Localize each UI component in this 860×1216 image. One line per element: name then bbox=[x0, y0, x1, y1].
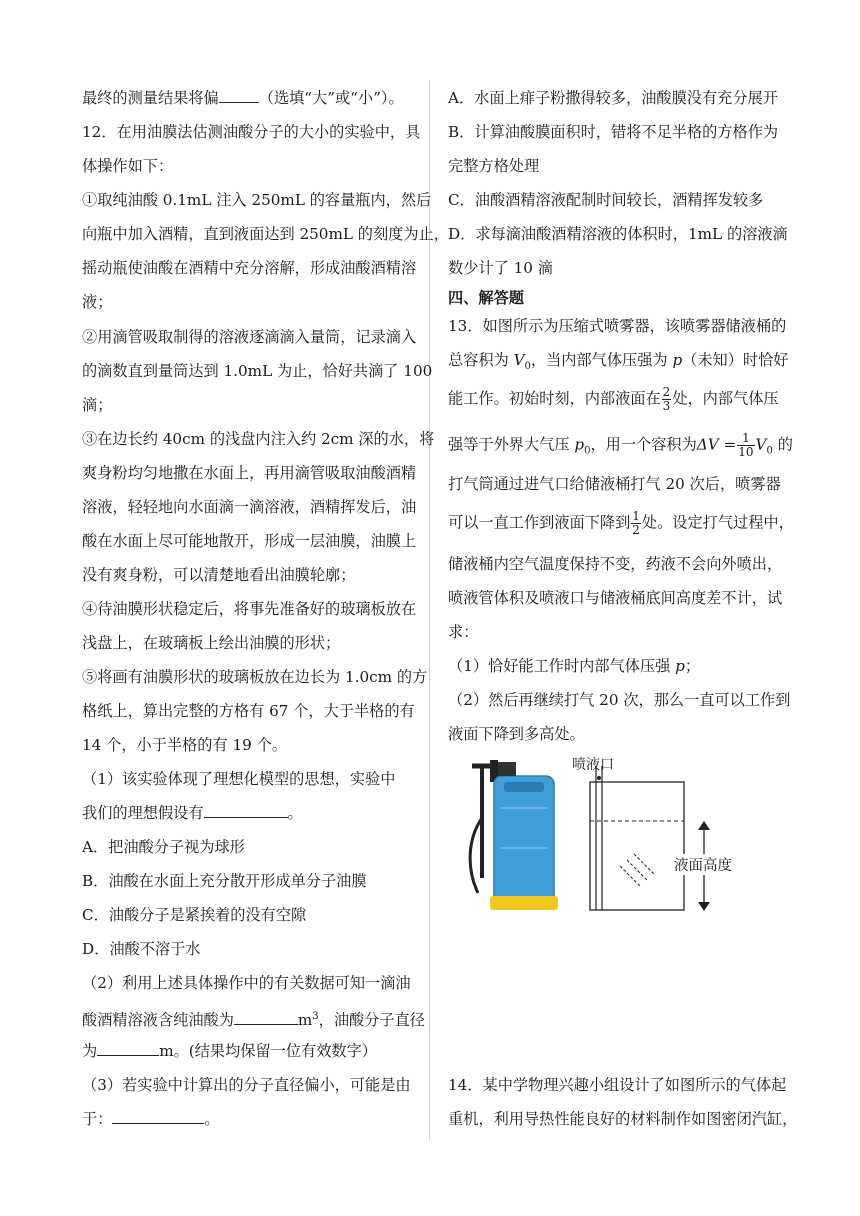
sub-question-3: （3）若实验中计算出的分子直径偏小，可能是由 bbox=[82, 1076, 411, 1094]
text-line: 能工作。初始时刻，内部液面在 $\frac{2}{3}$ 处，内部气体压 bbox=[448, 385, 779, 413]
text-line: 溶液，轻轻地向水面滴一滴溶液，酒精挥发后，油 bbox=[82, 498, 417, 516]
text-line: 数少计了 10 滴 bbox=[448, 259, 553, 277]
text-line: 液面下降到多高处。 bbox=[448, 725, 585, 743]
option-a: A．把油酸分子视为球形 bbox=[82, 838, 245, 856]
sub-question-1: （1）恰好能工作时内部气体压强 p； bbox=[448, 657, 701, 675]
option-a: A．水面上痱子粉撒得较多，油酸膜没有充分展开 bbox=[448, 89, 778, 107]
text-line: 酸在水面上尽可能地散开，形成一层油膜，油膜上 bbox=[82, 532, 417, 550]
sprayer-photo bbox=[470, 760, 558, 910]
text-line: 液； bbox=[82, 293, 113, 311]
text-line: 喷液管体积及喷液口与储液桶底间高度差不计，试 bbox=[448, 589, 783, 607]
text-line: 格纸上，算出完整的方格有 67 个，大于半格的有 bbox=[82, 702, 415, 720]
option-b: B．油酸在水面上充分散开形成单分子油膜 bbox=[82, 872, 367, 890]
sprayer-illustration bbox=[460, 758, 780, 918]
step-2: ②用滴管吸取制得的溶液逐滴滴入量筒，记录滴入 bbox=[82, 328, 417, 346]
text-line: 浅盘上，在玻璃板上绘出油膜的形状； bbox=[82, 634, 341, 652]
question-14: 14．某中学物理兴趣小组设计了如图所示的气体起 bbox=[448, 1076, 787, 1094]
answer-blank bbox=[219, 88, 259, 103]
text-line: 体操作如下： bbox=[82, 157, 174, 175]
text-line: 我们的理想假设有 。 bbox=[82, 804, 303, 822]
text-line: 强等于外界大气压 $p_0$，用一个容积为ΔV = $\frac{1}{10}$ $V_0$ 的 bbox=[448, 431, 793, 459]
option-c: C．油酸酒精溶液配制时间较长，酒精挥发较多 bbox=[448, 191, 764, 209]
fraction: $\frac{2}{3}$ bbox=[662, 385, 671, 413]
answer-blank bbox=[234, 1010, 298, 1025]
sub-question-2: （2）然后再继续打气 20 次，那么一直可以工作到 bbox=[448, 691, 791, 709]
step-3: ③在边长约 40cm 的浅盘内注入约 2cm 深的水，将 bbox=[82, 430, 435, 448]
text-line: 储液桶内空气温度保持不变，药液不会向外喷出， bbox=[448, 555, 783, 573]
text-line: 14 个，小于半格的有 19 个。 bbox=[82, 736, 288, 754]
text-line: 为 m。(结果均保留一位有效数字） bbox=[82, 1042, 377, 1060]
text-line: 酸酒精溶液含纯油酸为 $m^3$，油酸分子直径 bbox=[82, 1011, 425, 1030]
sprayer-figure bbox=[460, 758, 780, 918]
text-line: 重机，利用导热性能良好的材料制作如图密闭汽缸， bbox=[448, 1110, 798, 1128]
text-line: 完整方格处理 bbox=[448, 157, 540, 175]
tank-schematic bbox=[590, 766, 710, 911]
liquid-level-label: 液面高度 bbox=[672, 854, 734, 875]
answer-blank bbox=[97, 1041, 159, 1056]
fraction: $\frac{1}{10}$ bbox=[738, 431, 754, 459]
text-line: 求： bbox=[448, 623, 479, 641]
sub-question-1: （1）该实验体现了理想化模型的思想，实验中 bbox=[82, 770, 396, 788]
fraction: $\frac{1}{2}$ bbox=[632, 509, 640, 537]
text-line: 于： 。 bbox=[82, 1110, 220, 1128]
question-12: 12．在用油膜法估测油酸分子的大小的实验中，具 bbox=[82, 123, 421, 141]
nozzle-label: 喷液口 bbox=[572, 757, 614, 773]
text-line: 摇动瓶使油酸在酒精中充分溶解，形成油酸酒精溶 bbox=[82, 259, 417, 277]
step-4: ④待油膜形状稳定后，将事先准备好的玻璃板放在 bbox=[82, 600, 417, 618]
text-line: 可以一直工作到液面下降到 $\frac{1}{2}$ 处。设定打气过程中， bbox=[448, 509, 794, 537]
text-line: 总容积为 $V_0$，当内部气体压强为 p（未知）时恰好 bbox=[448, 351, 789, 373]
text-line: 滴； bbox=[82, 396, 113, 414]
text-line: 打气筒通过进气口给储液桶打气 20 次后，喷雾器 bbox=[448, 475, 781, 493]
question-13: 13．如图所示为压缩式喷雾器，该喷雾器储液桶的 bbox=[448, 317, 787, 335]
step-5: ⑤将画有油膜形状的玻璃板放在边长为 1.0cm 的方 bbox=[82, 668, 428, 686]
option-b: B．计算油酸膜面积时，错将不足半格的方格作为 bbox=[448, 123, 779, 141]
text-line: 的滴数直到量筒达到 1.0mL 为止，恰好共滴了 100 bbox=[82, 362, 433, 380]
text-line: 向瓶中加入酒精，直到液面达到 250mL 的刻度为止， bbox=[82, 225, 449, 243]
text-line: 最终的测量结果将偏 （选填“大”或“小”）。 bbox=[82, 89, 404, 107]
answer-blank bbox=[112, 1109, 204, 1124]
step-1: ①取纯油酸 0.1mL 注入 250mL 的容量瓶内，然后 bbox=[82, 191, 432, 209]
option-c: C．油酸分子是紧挨着的没有空隙 bbox=[82, 906, 307, 924]
option-d: D．求每滴油酸酒精溶液的体积时，1mL 的溶液滴 bbox=[448, 225, 788, 243]
option-d: D．油酸不溶于水 bbox=[82, 940, 201, 958]
section-heading: 四、解答题 bbox=[448, 289, 524, 307]
answer-blank bbox=[204, 803, 288, 818]
sub-question-2: （2）利用上述具体操作中的有关数据可知一滴油 bbox=[82, 974, 411, 992]
text-line: 爽身粉均匀地撒在水面上，再用滴管吸取油酸酒精 bbox=[82, 464, 417, 482]
text-line: 没有爽身粉，可以清楚地看出油膜轮廓； bbox=[82, 566, 356, 584]
